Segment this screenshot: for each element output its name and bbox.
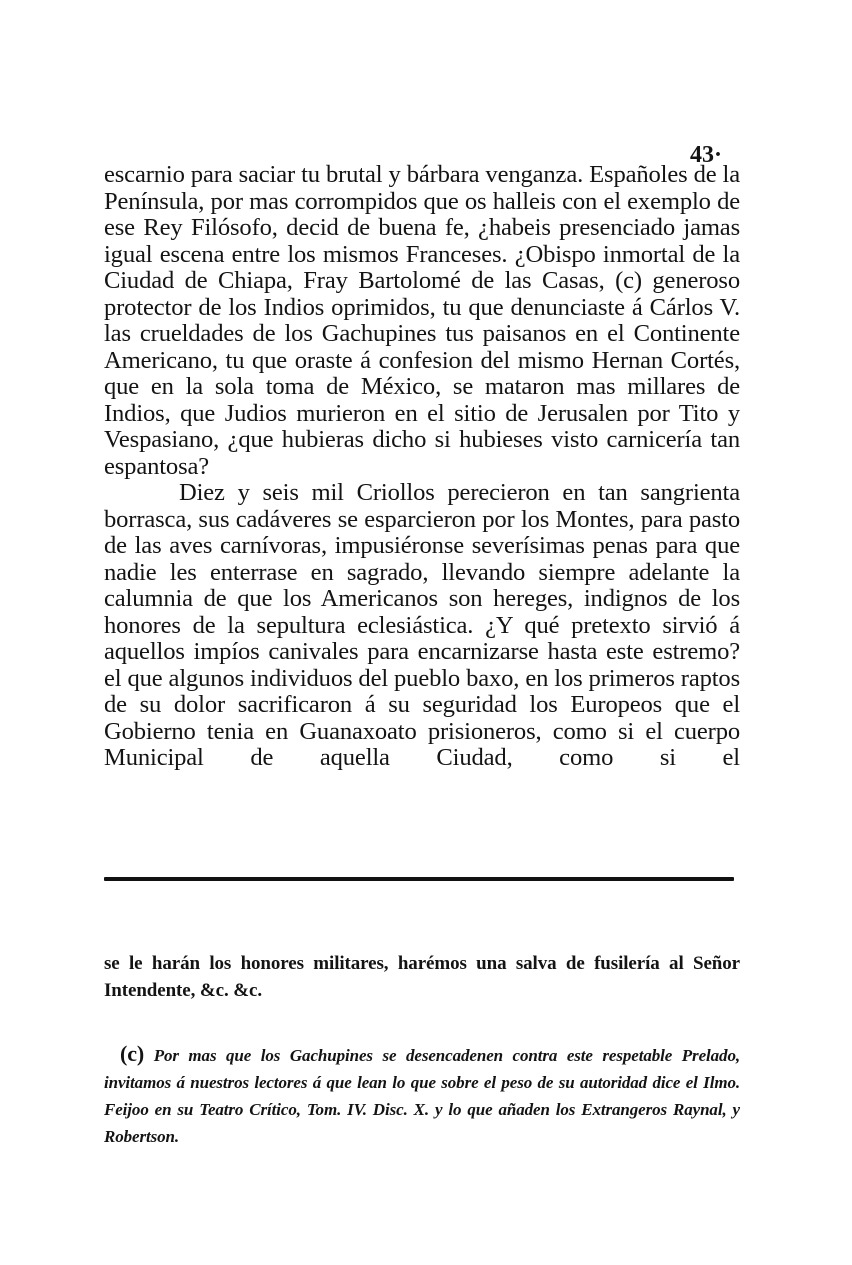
footnote-c-text: Por mas que los Gachupines se desencadenen contra este respetable Prelado, invitamos á nuestros lectores á que lean lo que sobre el peso de su autoridad dice el Ilmo. Feijoo en su Teatro Crítico, Tom. IV. Disc. X. y lo que añaden los Extrangeros Raynal, y Robertson.	[104, 1046, 740, 1146]
footnote-c-mark: (c)	[120, 1041, 145, 1066]
page-number: 43·	[690, 142, 723, 168]
footnote-separator-rule	[104, 877, 734, 881]
main-text-block	[104, 162, 740, 772]
footnote-continuation: se le harán los honores militares, harémos una salva de fusilería al Señor Intendente, &c. &c.	[104, 953, 740, 1001]
paragraph-1: escarnio para saciar tu brutal y bárbara venganza. Españoles de la Península, por mas corrompidos que os halleis con el exemplo de ese Rey Filósofo, decid de buena fe, ¿habeis presenciado jamas igual escena entre los mismos Franceses. ¿Obispo inmortal de la Ciudad de Chiapa, Fray Bartolomé de las Casas, (c) generoso protector de los Indios oprimidos, tu que denunciaste á Cárlos V. las crueldades de los Gachupines tus paisanos en el Continente Americano, tu que oraste á confesion del mismo Hernan Cortés, que en la sola toma de México, se mataron mas millares de Indios, que Judios murieron en el sitio de Jerusalen por Tito y Vespasiano, ¿que hubieras dicho si hubieses visto carnicería tan espantosa?	[104, 161, 740, 480]
footnote-c	[104, 1040, 740, 1150]
paragraph-2: Diez y seis mil Criollos perecieron en tan sangrienta borrasca, sus cadáveres se esparcieron por los Montes, para pasto de las aves carnívoras, impusiéronse severísimas penas para que nadie les enterrase en sagrado, llevando siempre adelante la calumnia de que los Americanos son hereges, indignos de los honores de la sepultura eclesiástica. ¿Y qué pretexto sirvió á aquellos impíos canivales para encarnizarse hasta este estremo? el que algunos individuos del pueblo baxo, en los primeros raptos de su dolor sacrificaron á su seguridad los Europeos que el Gobierno tenia en Guanaxoato prisioneros, como si el cuerpo Municipal de aquella Ciudad, como si el	[104, 479, 740, 771]
